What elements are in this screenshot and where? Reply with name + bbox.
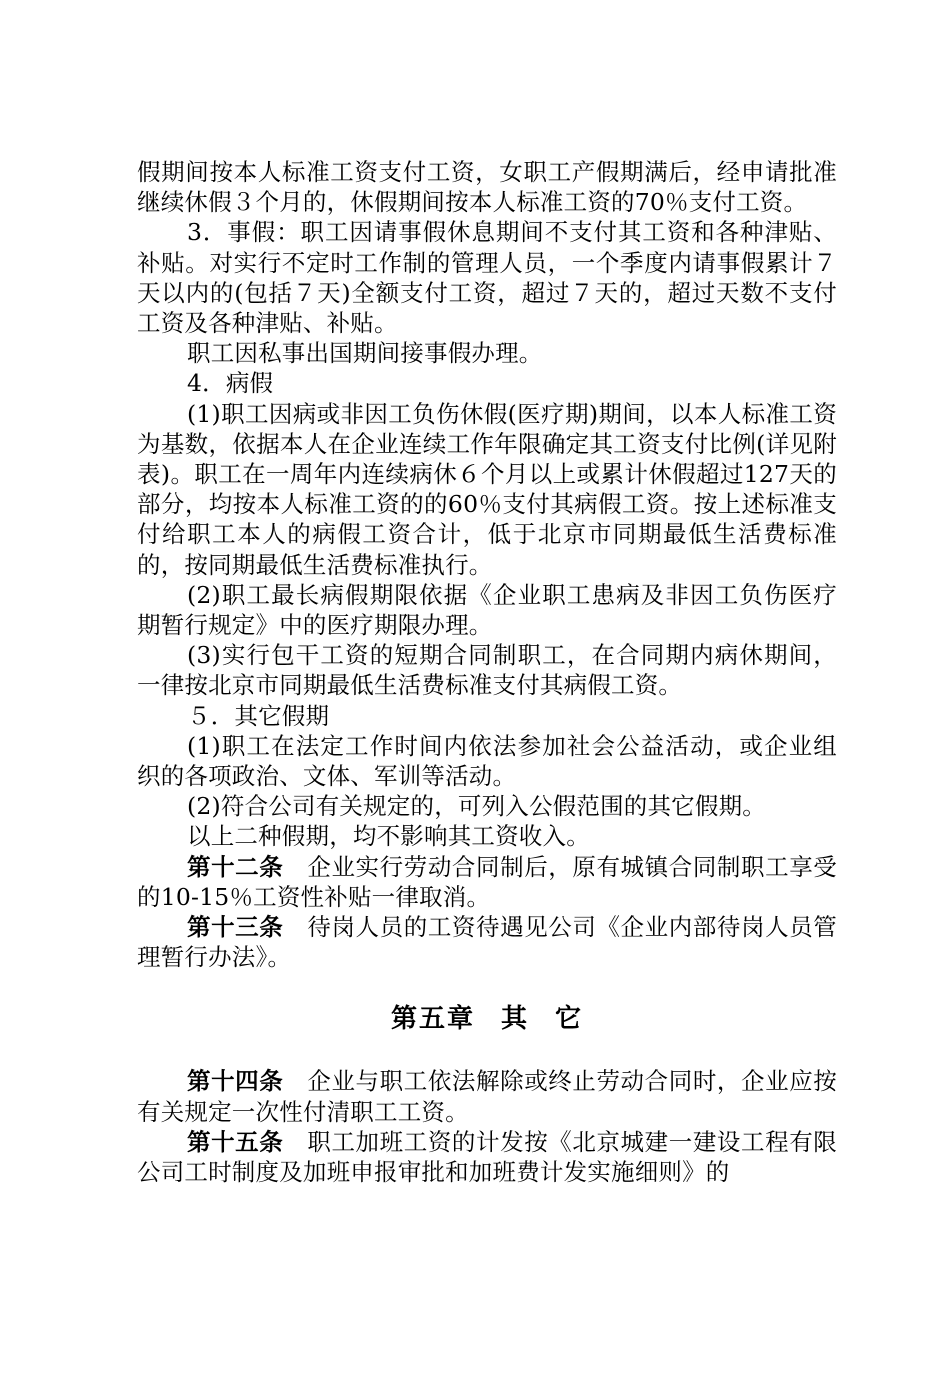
document-page (137, 157, 837, 1187)
chapter-number: 第五章 (390, 1004, 475, 1035)
paragraph-personal-leave: 3．事假：职工因请事假休息期间不支付其工资和各种津贴、补贴。对实行不定时工作制的管理人员，一个季度内请事假累计７天以内的(包括７天)全额支付工资，超过７天的，超过天数不支付工资及各种津贴、补贴。 (137, 218, 837, 338)
article-12-text: 企业实行劳动合同制后，原有城镇合同制职工享受的10-15％工资性补贴一律取消。 (137, 852, 837, 911)
paragraph-sick-leave-1: (1)职工因病或非因工负伤休假(医疗期)期间，以本人标准工资为基数，依据本人在企业连续工作年限确定其工资支付比例(详见附表)。职工在一周年内连续病休６个月以上或累计休假超过127天的部分，均按本人标准工资的的60％支付其病假工资。按上述标准支付给职工本人的病假工资合计，低于北京市同期最低生活费标准的，按同期最低生活费标准执行。 (137, 399, 837, 579)
paragraph-sick-leave-2: (2)职工最长病假期限依据《企业职工患病及非因工负伤医疗期暂行规定》中的医疗期限办理。 (137, 580, 837, 640)
heading-other-leave: ５．其它假期 (187, 701, 330, 730)
paragraph-other-leave-2: (2)符合公司有关规定的，可列入公假范围的其它假期。 (187, 792, 766, 821)
article-13-text: 待岗人员的工资待遇见公司《企业内部待岗人员管理暂行办法》。 (137, 913, 837, 972)
article-12 (137, 852, 837, 912)
article-13-label: 第十三条 (187, 913, 284, 942)
paragraph-sick-leave-3: (3)实行包干工资的短期合同制职工，在合同期内病休期间，一律按北京市同期最低生活费标准支付其病假工资。 (137, 641, 837, 700)
paragraph-maternity-leave: 假期间按本人标准工资支付工资，女职工产假期满后，经申请批准继续休假３个月的，休假期间按本人标准工资的70％支付工资。 (137, 158, 837, 217)
heading-sick-leave: 4．病假 (187, 369, 274, 398)
article-14 (137, 1066, 837, 1126)
paragraph-other-leave-1: (1)职工在法定工作时间内依法参加社会公益活动，或企业组织的各项政治、文体、军训等活动。 (137, 731, 837, 791)
article-15 (137, 1127, 837, 1187)
article-13 (137, 912, 837, 972)
paragraph-leave-summary: 以上二种假期，均不影响其工资收入。 (187, 822, 590, 851)
article-14-label: 第十四条 (187, 1067, 284, 1096)
paragraph-overseas-leave: 职工因私事出国期间接事假办理。 (187, 339, 543, 368)
chapter-heading (137, 972, 837, 1066)
article-15-text: 职工加班工资的计发按《北京城建一建设工程有限公司工时制度及加班申报审批和加班费计发实施细则》的 (137, 1127, 837, 1187)
article-14-text: 企业与职工依法解除或终止劳动合同时，企业应按有关规定一次性付清职工工资。 (137, 1067, 837, 1126)
chapter-title-char-2: 它 (555, 1004, 584, 1035)
article-15-label: 第十五条 (187, 1127, 284, 1156)
chapter-title-char-1: 其 (500, 1004, 529, 1035)
article-12-label: 第十二条 (187, 852, 284, 881)
